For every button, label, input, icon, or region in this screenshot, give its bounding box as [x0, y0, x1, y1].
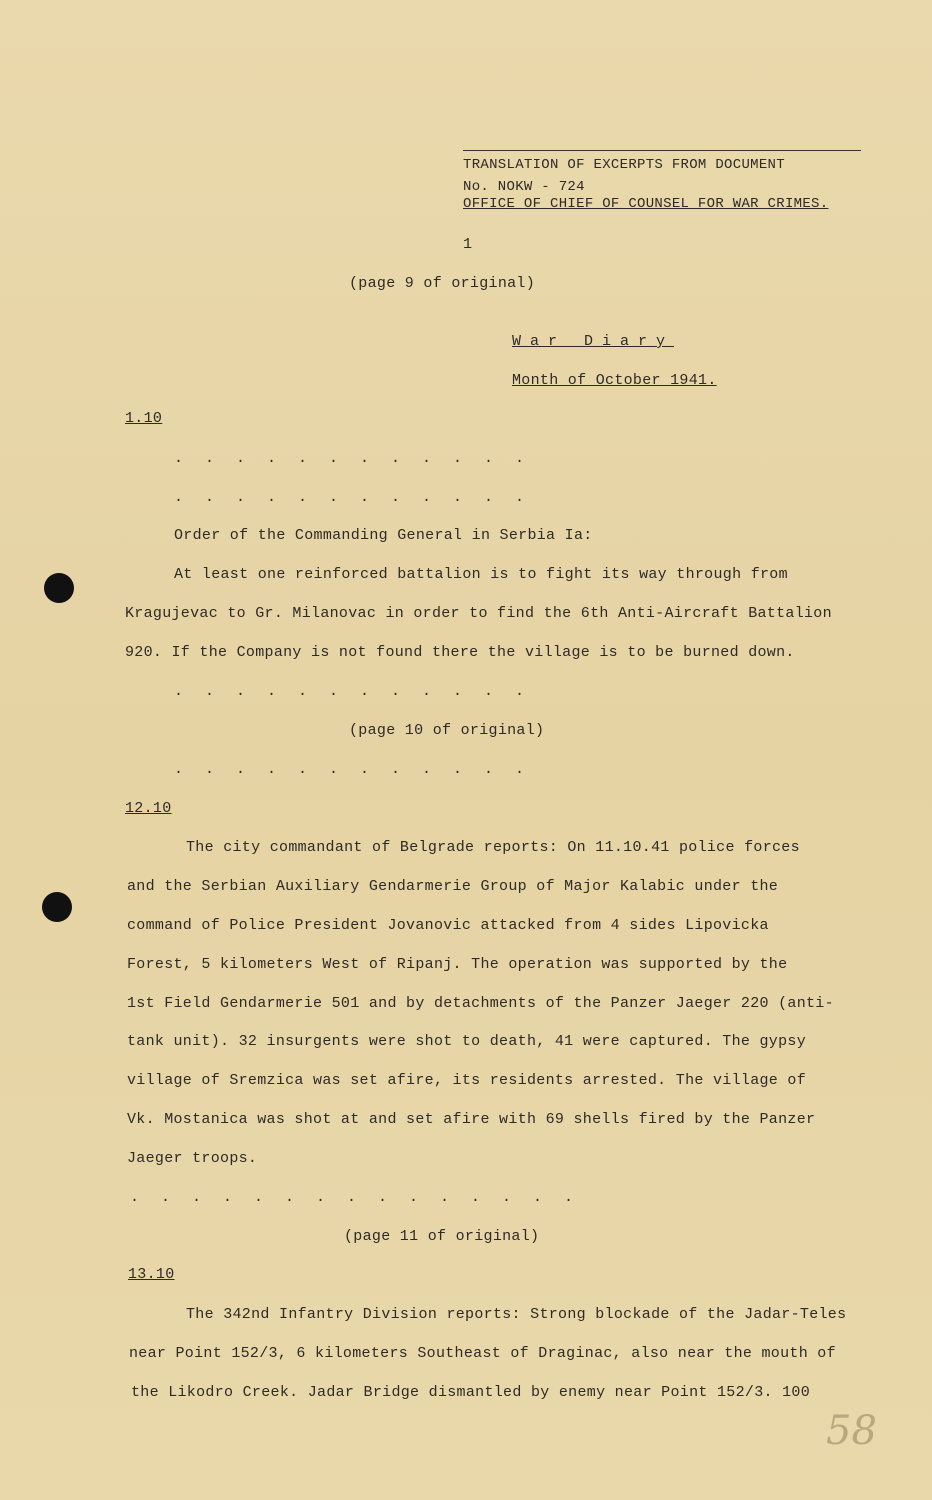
office-title: OFFICE OF CHIEF OF COUNSEL FOR WAR CRIMES.: [463, 196, 829, 212]
page-ref-9: (page 9 of original): [349, 275, 536, 292]
punch-hole-bottom: [42, 892, 72, 922]
punch-hole-top: [44, 573, 74, 603]
margin-pencil-mark: 58: [826, 1408, 877, 1454]
header-title: TRANSLATION OF EXCERPTS FROM DOCUMENT: [463, 157, 785, 173]
entry-line: 1st Field Gendarmerie 501 and by detachments of the Panzer Jaeger 220 (anti-: [127, 995, 834, 1012]
entry-line: The city commandant of Belgrade reports: On 11.10.41 police forces: [186, 839, 800, 856]
ellipsis-row: . . . . . . . . . . . .: [174, 450, 531, 467]
entry-line: Jaeger troops.: [127, 1150, 258, 1167]
page-number: 1: [463, 236, 473, 253]
ellipsis-row: . . . . . . . . . . . .: [174, 761, 531, 778]
entry-line: and the Serbian Auxiliary Gendarmerie Group of Major Kalabic under the: [127, 878, 779, 895]
entry-line: the Likodro Creek. Jadar Bridge dismantled by enemy near Point 152/3. 100: [131, 1384, 811, 1401]
page-ref-11: (page 11 of original): [344, 1228, 540, 1245]
ellipsis-row: . . . . . . . . . . . .: [174, 489, 531, 506]
entry-line: village of Sremzica was set afire, its residents arrested. The village of: [127, 1072, 807, 1089]
entry-line: command of Police President Jovanovic attacked from 4 sides Lipovicka: [127, 917, 769, 934]
entry-line: Vk. Mostanica was shot at and set afire with 69 shells fired by the Panzer: [127, 1111, 816, 1128]
entry-line: Forest, 5 kilometers West of Ripanj. The operation was supported by the: [127, 956, 788, 973]
entry-line: Kragujevac to Gr. Milanovac in order to find the 6th Anti-Aircraft Battalion: [125, 605, 832, 622]
document-number: No. NOKW - 724: [463, 179, 585, 195]
entry-line: Order of the Commanding General in Serbia Ia:: [174, 527, 593, 544]
entry-date: 12.10: [125, 800, 172, 817]
entry-line: near Point 152/3, 6 kilometers Southeast of Draginac, also near the mouth of: [129, 1345, 836, 1362]
entry-line: At least one reinforced battalion is to fight its way through from: [174, 566, 788, 583]
entry-date: 13.10: [128, 1266, 175, 1283]
diary-title: War Diary: [512, 333, 675, 350]
entry-line: tank unit). 32 insurgents were shot to death, 41 were captured. The gypsy: [127, 1033, 807, 1050]
ellipsis-row: . . . . . . . . . . . .: [174, 683, 531, 700]
entry-line: The 342nd Infantry Division reports: Strong blockade of the Jadar-Teles: [186, 1306, 847, 1323]
diary-month: Month of October 1941.: [512, 372, 717, 389]
ellipsis-row: . . . . . . . . . . . . . . .: [130, 1189, 580, 1206]
entry-line: 920. If the Company is not found there the village is to be burned down.: [125, 644, 795, 661]
entry-date: 1.10: [125, 410, 163, 427]
page-ref-10: (page 10 of original): [349, 722, 545, 739]
header-rule: [463, 150, 861, 151]
